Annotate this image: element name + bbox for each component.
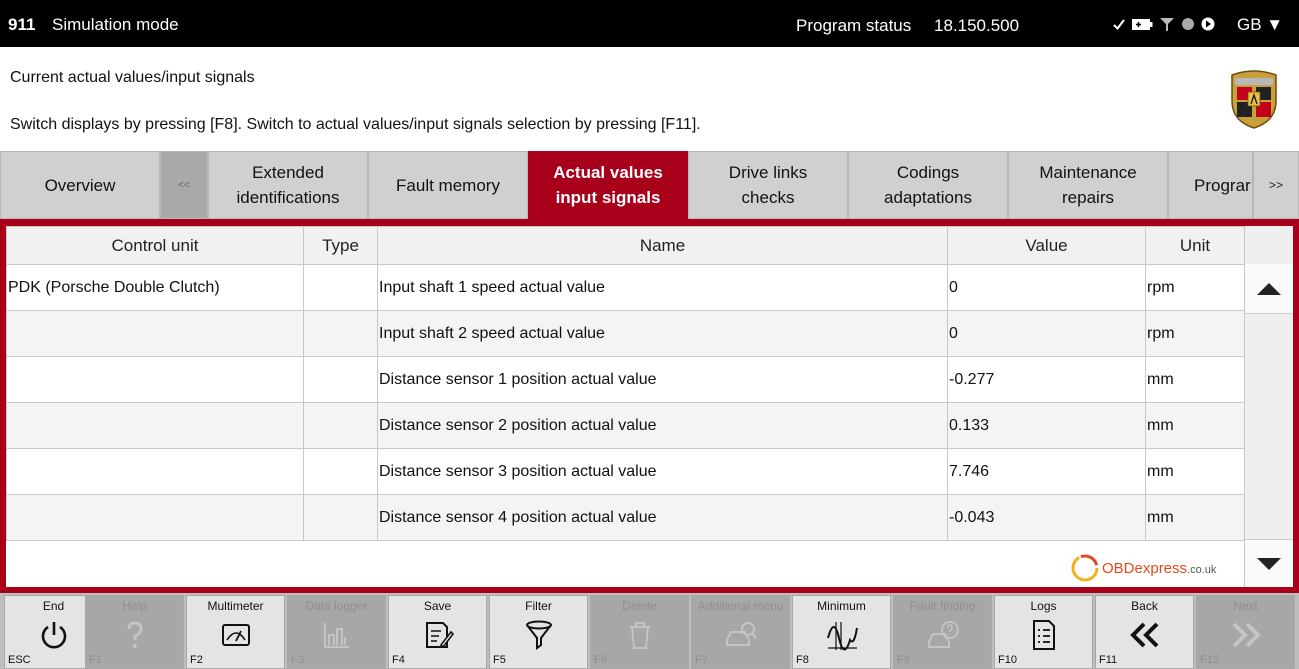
- cell-control-unit: PDK (Porsche Double Clutch): [7, 265, 304, 311]
- cell-value: 0: [948, 265, 1146, 311]
- trash-icon: [623, 618, 657, 652]
- fkey-shortcut: F1: [89, 654, 102, 666]
- top-bar: [0, 0, 1299, 47]
- cell-name: Input shaft 2 speed actual value: [378, 311, 948, 357]
- logs-button[interactable]: [994, 595, 1093, 669]
- watermark-text: OBDexpress.co.uk: [1102, 559, 1217, 577]
- cell-control-unit: [7, 449, 304, 495]
- status-icons: [1113, 14, 1215, 34]
- fkey-shortcut: F9: [897, 654, 910, 666]
- tab-label: Drive links checks: [728, 163, 808, 207]
- tab-label: Prograr: [1194, 175, 1251, 195]
- page-hint: Switch displays by pressing [F8]. Switch to actual values/input signals selection by pressing [F11].: [10, 116, 701, 133]
- cell-value: 0: [948, 311, 1146, 357]
- delete-button[interactable]: [590, 595, 689, 669]
- tab-label: Overview: [44, 175, 116, 195]
- fault-finding-button[interactable]: [893, 595, 992, 669]
- tab-label: Maintenance repairs: [1039, 163, 1137, 207]
- cell-unit: rpm: [1146, 311, 1245, 357]
- help-button[interactable]: [85, 595, 184, 669]
- record-icon: [1181, 17, 1195, 31]
- fkey-label: Delete: [622, 599, 657, 613]
- cell-type: [304, 495, 378, 541]
- function-key-bar: [0, 593, 1299, 669]
- cell-value: 0.133: [948, 403, 1146, 449]
- fkey-label: Logs: [1030, 599, 1057, 613]
- fkey-shortcut: F7: [695, 654, 708, 666]
- fkey-label: Fault finding: [909, 599, 976, 613]
- header-value[interactable]: Value: [948, 227, 1146, 265]
- language-selector[interactable]: GB ▼: [1237, 15, 1284, 34]
- tab-fault-memory[interactable]: [368, 151, 528, 219]
- fkey-label: End: [42, 599, 65, 613]
- tab-label: Codings adaptations: [884, 163, 972, 207]
- values-panel: [6, 226, 1293, 587]
- cell-name: Distance sensor 3 position actual value: [378, 449, 948, 495]
- fkey-shortcut: ESC: [8, 654, 31, 666]
- vehicle-model: 911: [8, 15, 36, 34]
- fkey-label: Multimeter: [207, 599, 264, 613]
- filter-icon: [522, 618, 556, 652]
- header-unit[interactable]: Unit: [1146, 227, 1245, 265]
- cell-unit: rpm: [1146, 265, 1245, 311]
- table-row[interactable]: [7, 265, 1245, 311]
- program-version: 18.150.500: [934, 16, 1020, 35]
- cell-control-unit: [7, 495, 304, 541]
- fkey-label: Additional menu: [697, 599, 784, 613]
- cell-unit: mm: [1146, 357, 1245, 403]
- table-scrollbar[interactable]: [1244, 226, 1293, 587]
- question-icon: [118, 618, 152, 652]
- fkey-shortcut: F4: [392, 654, 405, 666]
- cell-name: Distance sensor 4 position actual value: [378, 495, 948, 541]
- info-panel: [0, 47, 1299, 151]
- header-control-unit[interactable]: Control unit: [7, 227, 304, 265]
- cell-type: [304, 403, 378, 449]
- program-status-label: Program status: [796, 16, 912, 35]
- minimum-button[interactable]: [792, 595, 891, 669]
- porsche-crest-logo: [1229, 67, 1279, 129]
- table-row[interactable]: [7, 495, 1245, 541]
- fkey-shortcut: F5: [493, 654, 506, 666]
- tab-programming[interactable]: [1168, 151, 1253, 219]
- cell-name: Input shaft 1 speed actual value: [378, 265, 948, 311]
- fkey-shortcut: F11: [1099, 654, 1118, 666]
- page-title: Current actual values/input signals: [10, 69, 255, 86]
- battery-icon: [1131, 17, 1153, 31]
- fkey-shortcut: F10: [998, 654, 1017, 666]
- fkey-label: Next: [1233, 599, 1258, 613]
- table-row[interactable]: [7, 311, 1245, 357]
- header-name[interactable]: Name: [378, 227, 948, 265]
- filter-button[interactable]: [489, 595, 588, 669]
- cell-control-unit: [7, 311, 304, 357]
- cell-control-unit: [7, 357, 304, 403]
- cell-unit: mm: [1146, 403, 1245, 449]
- cell-type: [304, 357, 378, 403]
- fkey-shortcut: F12: [1200, 654, 1219, 666]
- table-header-row: [7, 227, 1245, 265]
- save-button[interactable]: [388, 595, 487, 669]
- next-icon: [1229, 618, 1263, 652]
- minimum-icon: [825, 618, 859, 652]
- fkey-label: Filter: [525, 599, 552, 613]
- watermark: [1070, 551, 1216, 585]
- fkey-shortcut: F3: [291, 654, 304, 666]
- tab-scroll-left[interactable]: [160, 151, 208, 219]
- cell-type: [304, 449, 378, 495]
- multimeter-button[interactable]: [186, 595, 285, 669]
- tab-label: Fault memory: [396, 175, 500, 195]
- cell-type: [304, 265, 378, 311]
- tab-scroll-right[interactable]: [1253, 151, 1299, 219]
- arrow-down-icon: [1257, 558, 1281, 570]
- values-table: [6, 226, 1245, 541]
- header-type[interactable]: Type: [304, 227, 378, 265]
- table-row[interactable]: [7, 403, 1245, 449]
- cell-value: -0.277: [948, 357, 1146, 403]
- checkmark-icon: [1113, 17, 1125, 31]
- tab-actual-values[interactable]: [528, 151, 688, 219]
- fkey-label: Minimum: [817, 599, 866, 613]
- table-row[interactable]: [7, 449, 1245, 495]
- multimeter-icon: [219, 618, 253, 652]
- arrow-up-icon: [1257, 283, 1281, 295]
- cell-type: [304, 311, 378, 357]
- tab-bar: [0, 151, 1299, 219]
- fault-finding-icon: [926, 618, 960, 652]
- cell-name: Distance sensor 1 position actual value: [378, 357, 948, 403]
- additional-menu-icon: [724, 618, 758, 652]
- signal-icon: [1159, 16, 1175, 32]
- fkey-label: Data logger: [305, 599, 368, 613]
- watermark-logo-icon: [1070, 553, 1100, 583]
- play-icon: [1201, 17, 1215, 31]
- data-logger-button[interactable]: [287, 595, 386, 669]
- tab-label: Extended identifications: [236, 163, 340, 207]
- cell-unit: mm: [1146, 449, 1245, 495]
- cell-value: 7.746: [948, 449, 1146, 495]
- content-frame: [0, 219, 1299, 593]
- tab-label: >>: [1268, 177, 1283, 192]
- fkey-label: Help: [122, 599, 147, 613]
- fkey-label: Save: [423, 599, 452, 613]
- scroll-down-button[interactable]: [1245, 539, 1293, 587]
- additional-menu-button[interactable]: [691, 595, 790, 669]
- tab-maintenance[interactable]: [1008, 151, 1168, 219]
- tab-overview[interactable]: [0, 151, 160, 219]
- power-icon: [37, 618, 71, 652]
- next-button[interactable]: [1196, 595, 1295, 669]
- save-icon: [421, 618, 455, 652]
- table-row[interactable]: [7, 357, 1245, 403]
- back-icon: [1128, 618, 1162, 652]
- cell-control-unit: [7, 403, 304, 449]
- fkey-label: Back: [1131, 599, 1158, 613]
- cell-value: -0.043: [948, 495, 1146, 541]
- mode-label: Simulation mode: [52, 15, 179, 34]
- scroll-up-button[interactable]: [1245, 264, 1293, 314]
- logs-icon: [1027, 618, 1061, 652]
- tab-label: <<: [178, 179, 190, 191]
- fkey-shortcut: F8: [796, 654, 809, 666]
- tab-label: Actual values input signals: [553, 163, 663, 207]
- fkey-shortcut: F6: [594, 654, 607, 666]
- cell-unit: mm: [1146, 495, 1245, 541]
- tab-codings[interactable]: [848, 151, 1008, 219]
- data-logger-icon: [320, 618, 354, 652]
- back-button[interactable]: [1095, 595, 1194, 669]
- cell-name: Distance sensor 2 position actual value: [378, 403, 948, 449]
- tab-extended-identifications[interactable]: [208, 151, 368, 219]
- fkey-shortcut: F2: [190, 654, 203, 666]
- tab-drive-links[interactable]: [688, 151, 848, 219]
